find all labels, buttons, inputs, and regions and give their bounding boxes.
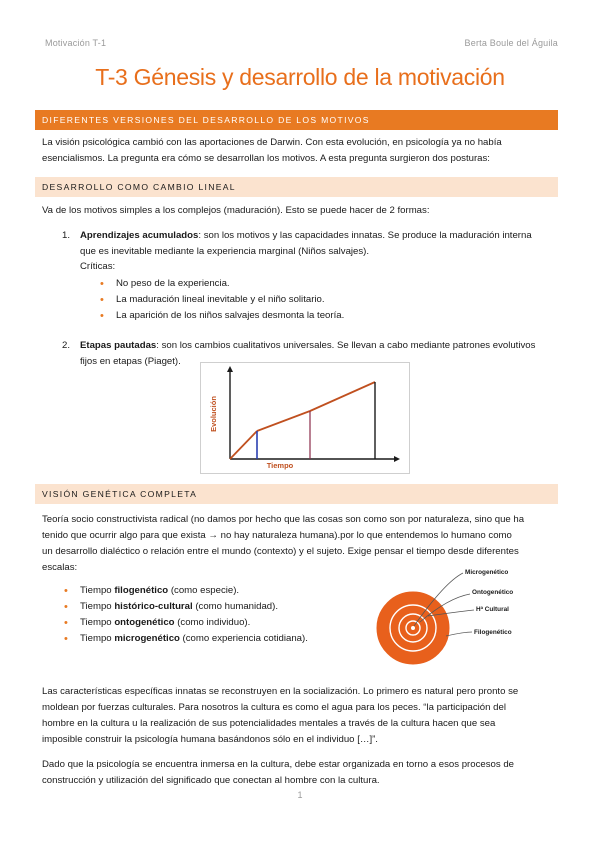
header-right: Berta Boule del Águila — [464, 38, 558, 48]
scale-term: microgenético — [114, 633, 180, 644]
list-item-ontogenetico — [80, 615, 250, 631]
scale-prefix: Tiempo — [80, 633, 115, 644]
item1-text-line2: que es inevitable mediante la experiencia marginal (Niños salvajes). — [80, 246, 370, 257]
section3-p3-line-1: Dado que la psicología se encuentra inmersa en la cultura, debe estar organizada en torno a esos procesos de — [42, 759, 514, 770]
page-number: 1 — [297, 790, 303, 800]
section3-p1-line-1: Teoría socio constructivista radical (no damos por hecho que las cosas son como son por naturaleza, sino que ha — [42, 514, 525, 525]
list-number: 1. — [62, 230, 71, 241]
x-axis-label: Tiempo — [266, 461, 294, 470]
section3-p3-line-2: construcción y utilización del significado que conectan al hombre con la cultura. — [42, 775, 380, 786]
evolution-graph — [200, 362, 410, 474]
section3-p1-line-3: un desarrollo dialéctico o relación entre el mundo (contexto) y el sujeto. Exige pensar el tiempo desde diferentes — [42, 546, 519, 557]
label-filogenetico: Filogenético — [474, 629, 512, 636]
section1-line-2: esencialismos. La pregunta era cómo se desarrollan los motivos. A esta pregunta surgieron dos posturas: — [42, 153, 490, 164]
term-aprendizajes: Aprendizajes acumulados — [80, 230, 199, 241]
scale-prefix: Tiempo — [80, 585, 115, 596]
item1-text: : son los motivos y las capacidades innatas. Se produce la maduración interna — [198, 230, 532, 241]
section3-paragraph-2 — [42, 684, 552, 748]
y-axis-label: Evolución — [209, 396, 218, 432]
section3-p2-line-2: moldean por fuerzas culturales. Para nosotros la cultura es como el agua para los peces. “la participación del — [42, 702, 506, 713]
list-item-filogenetico — [80, 583, 239, 599]
scale-suffix: (como humanidad). — [192, 601, 278, 612]
section-heading-lineal: DESARROLLO COMO CAMBIO LINEAL — [35, 177, 558, 197]
section3-p2-line-4: imposible construir la psicología humana basándonos sólo en el individuo […]”. — [42, 734, 378, 745]
section1-line-1: La visión psicológica cambió con las aportaciones de Darwin. Con esta evolución, en psicología ya no había — [42, 137, 502, 148]
label-ontogenetico: Ontogenético — [472, 589, 514, 596]
section3-p1-line-2: tenido que ocurrir algo para que exista → no hay naturaleza humana).por lo que entendemos lo humano como — [42, 530, 512, 541]
document-title: T-3 Génesis y desarrollo de la motivación — [95, 64, 505, 90]
scale-term: ontogenético — [114, 617, 175, 628]
scale-suffix: (como experiencia cotidiana). — [179, 633, 308, 644]
section3-paragraph-3 — [42, 757, 552, 789]
list-item: • La maduración lineal inevitable y el niño solitario. — [116, 292, 325, 308]
list-item-aprendizajes — [62, 228, 552, 260]
scale-term: histórico-cultural — [114, 601, 193, 612]
time-scales-diagram — [360, 560, 560, 670]
list-item: • La aparición de los niños salvajes desmonta la teoría. — [116, 308, 344, 324]
item2-text-line2: fijos en etapas (Piaget). — [80, 356, 181, 367]
section1-paragraph — [42, 135, 552, 167]
scale-term: filogenético — [114, 585, 169, 596]
label-historia-cultural: Hª Cultural — [476, 606, 509, 613]
section3-p1-line-4: escalas: — [42, 562, 78, 573]
header-left: Motivación T-1 — [45, 38, 107, 48]
term-etapas: Etapas pautadas — [80, 340, 157, 351]
section3-p2-line-3: hombre en la cultura u la realización de sus potencialidades mentales a través de la cultura hacen que sea — [42, 718, 496, 729]
label-microgenetico: Microgenético — [465, 569, 509, 576]
scale-prefix: Tiempo — [80, 617, 115, 628]
criticas-label: Críticas: — [80, 261, 116, 272]
scale-prefix: Tiempo — [80, 601, 115, 612]
leader-line — [446, 632, 472, 636]
scale-suffix: (como especie). — [168, 585, 240, 596]
section2-intro: Va de los motivos simples a los complejos (maduración). Esto se puede hacer de 2 formas: — [42, 205, 430, 216]
section-heading-genetica: VISIÓN GENÉTICA COMPLETA — [35, 484, 558, 504]
list-number: 2. — [62, 340, 71, 351]
list-item: • No peso de la experiencia. — [116, 276, 230, 292]
item2-text: : son los cambios cualitativos universales. Se llevan a cabo mediante patrones evolutivos — [156, 340, 536, 351]
section3-p2-line-1: Las características específicas innatas se reconstruyen en la socialización. Lo primero es natural pero pronto se — [42, 686, 519, 697]
list-item-historico — [80, 599, 278, 615]
scale-suffix: (como individuo). — [174, 617, 251, 628]
ring-center — [411, 626, 415, 630]
section-heading-versiones: DIFERENTES VERSIONES DEL DESARROLLO DE LOS MOTIVOS — [35, 110, 558, 130]
list-item-microgenetico — [80, 631, 308, 647]
